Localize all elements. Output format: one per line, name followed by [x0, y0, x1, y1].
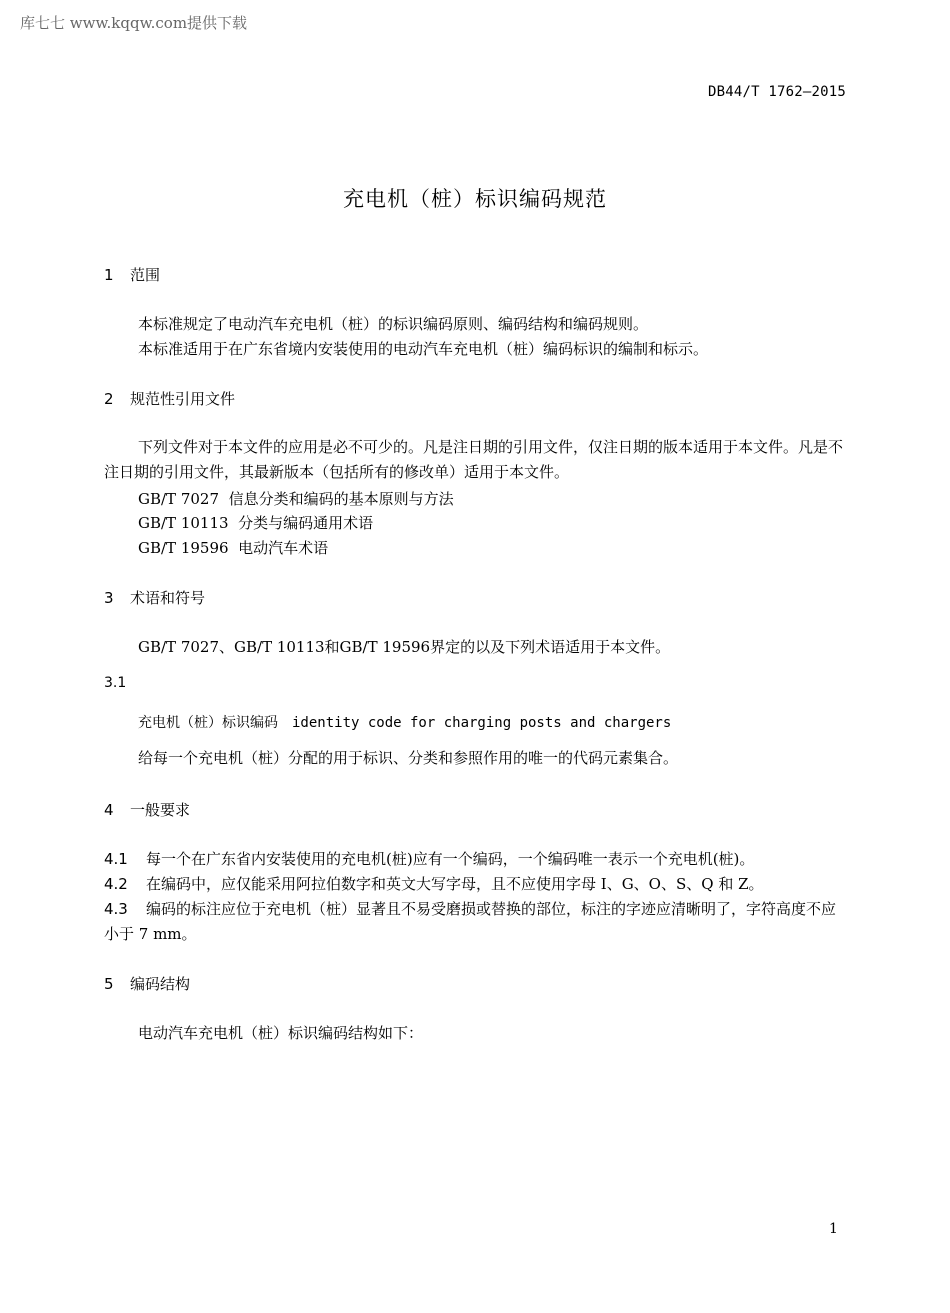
section-number: 3	[104, 589, 114, 607]
section-number: 5	[104, 975, 114, 993]
reference-code: GB/T 7027	[138, 490, 220, 508]
section-5-heading	[104, 973, 190, 994]
reference-title: 电动汽车术语	[238, 539, 329, 557]
requirement-number: 4.1	[104, 850, 128, 868]
reference-code: GB/T 19596	[138, 539, 229, 557]
reference-title: 信息分类和编码的基本原则与方法	[228, 490, 454, 508]
requirement-item	[104, 873, 764, 894]
section-title: 规范性引用文件	[130, 390, 236, 408]
paragraph: 电动汽车充电机（桩）标识编码结构如下：	[138, 1024, 424, 1042]
watermark: 库七七 www.kqqw.com提供下载	[20, 14, 248, 32]
requirement-text: 编码的标注应位于充电机（桩）显著且不易受磨损或替换的部位，标注的字迹应清晰明了，字符高度不应小于 7 mm。	[104, 900, 837, 943]
paragraph: GB/T 7027、GB/T 10113和GB/T 19596界定的以及下列术语适用于本文件。	[138, 638, 671, 656]
reference-item	[138, 488, 454, 509]
paragraph: 下列文件对于本文件的应用是必不可少的。凡是注日期的引用文件，仅注日期的版本适用于本文件。凡是不注日期的引用文件，其最新版本（包括所有的修改单）适用于本文件。	[104, 438, 844, 481]
subsection-number: 3.1	[104, 675, 127, 691]
reference-code: GB/T 10113	[138, 514, 229, 532]
paragraph: 本标准适用于在广东省境内安装使用的电动汽车充电机（桩）编码标识的编制和标示。	[138, 340, 709, 358]
page-number: 1	[829, 1221, 838, 1237]
term-definition: 给每一个充电机（桩）分配的用于标识、分类和参照作用的唯一的代码元素集合。	[138, 749, 679, 767]
reference-item	[138, 512, 373, 533]
standard-number: DB44/T 1762—2015	[707, 84, 846, 100]
reference-item	[138, 537, 328, 558]
requirement-item	[104, 897, 846, 947]
requirement-number: 4.2	[104, 875, 128, 893]
section-title: 一般要求	[130, 801, 191, 819]
requirement-text: 每一个在广东省内安装使用的充电机(桩)应有一个编码，一个编码唯一表示一个充电机(桩)。	[146, 850, 755, 868]
term-english: identity code for charging posts and chargers	[292, 715, 672, 731]
section-title: 编码结构	[130, 975, 191, 993]
section-number: 1	[104, 266, 114, 284]
document-title: 充电机（桩）标识编码规范	[343, 187, 607, 211]
section-1-heading	[104, 264, 160, 285]
section-4-heading	[104, 799, 190, 820]
requirement-item	[104, 848, 754, 869]
reference-title: 分类与编码通用术语	[238, 514, 374, 532]
section-number: 2	[104, 390, 114, 408]
section-3-heading	[104, 587, 205, 608]
section-title: 范围	[130, 266, 161, 284]
term-entry	[138, 712, 671, 732]
term-chinese: 充电机（桩）标识编码	[138, 715, 278, 731]
paragraph: 本标准规定了电动汽车充电机（桩）的标识编码原则、编码结构和编码规则。	[138, 315, 649, 333]
section-title: 术语和符号	[130, 589, 206, 607]
section-2-heading	[104, 388, 235, 409]
requirement-text: 在编码中，应仅能采用阿拉伯数字和英文大写字母，且不应使用字母 I、G、O、S、Q 和 Z。	[146, 875, 764, 893]
requirement-number: 4.3	[104, 900, 128, 918]
section-number: 4	[104, 801, 114, 819]
